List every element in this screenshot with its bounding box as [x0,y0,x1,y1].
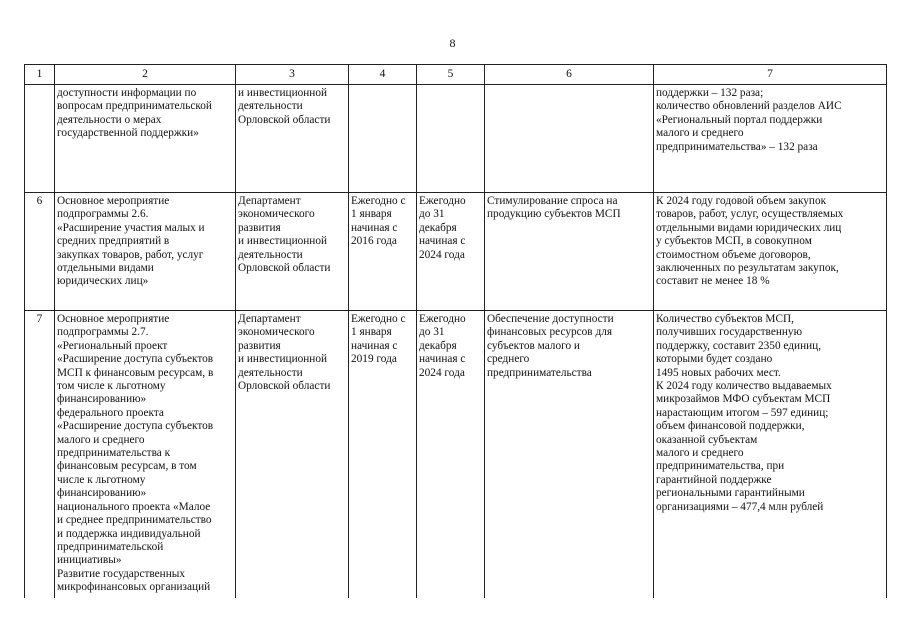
measure-name-cell: доступности информации по вопросам предпринимательской деятельности о мерах государственной поддержки» [55,85,236,193]
expected-result-cell: Обеспечение доступности финансовых ресурсов для субъектов малого и среднего предпринимательства [485,311,654,598]
row-number [25,85,55,193]
executor-cell: Департамент экономического развития и инвестиционной деятельности Орловской области [236,193,349,311]
indicator-cell: К 2024 году годовой объем закупок товаров, работ, услуг, осуществляемых отдельными видами юридических лиц у субъектов МСП, в совокупном стоимостном объеме договоров, заключенных по результатам закупок, составит не менее 18 % [654,193,887,311]
indicator-cell: поддержки – 132 раза; количество обновлений разделов АИС «Региональный портал поддержки малого и среднего предпринимательства» – 132 раза [654,85,887,193]
expected-result-cell: Стимулирование спроса на продукцию субъектов МСП [485,193,654,311]
header-cell: 4 [349,65,417,85]
executor-cell: и инвестиционной деятельности Орловской области [236,85,349,193]
measure-name-cell: Основное мероприятие подпрограммы 2.7. «Региональный проект «Расширение доступа субъектов МСП к финансовым ресурсам, в том числе к льготному финансированию» федерального проекта «Расширение доступа субъектов малого и среднего предпринимательства к финансовым ресурсам, в том числе к льготному финансированию» национального проекта «Малое и среднее предпринимательство и поддержка индивидуальной предпринимательской инициативы» Развитие государственных микрофинансовых организаций [55,311,236,598]
end-date-cell [417,85,485,193]
header-cell: 7 [654,65,887,85]
row-number: 7 [25,311,55,598]
header-cell: 3 [236,65,349,85]
table-header-row [25,65,887,85]
header-cell: 6 [485,65,654,85]
row-number: 6 [25,193,55,311]
start-date-cell [349,85,417,193]
table-row [25,311,887,598]
page-number: 8 [449,36,456,50]
executor-cell: Департамент экономического развития и инвестиционной деятельности Орловской области [236,311,349,598]
end-date-cell: Ежегодно до 31 декабря начиная с 2024 года [417,193,485,311]
header-cell: 2 [55,65,236,85]
expected-result-cell [485,85,654,193]
indicator-cell: Количество субъектов МСП, получивших государственную поддержку, составит 2350 единиц, которыми будет создано 1495 новых рабочих мест. К 2024 году количество выдаваемых микрозаймов МФО субъектам МСП нарастающим итогом – 597 единиц; объем финансовой поддержки, оказанной субъектам малого и среднего предпринимательства, при гарантийной поддержке региональными гарантийными организациями – 477,4 млн рублей [654,311,887,598]
start-date-cell: Ежегодно с 1 января начиная с 2019 года [349,311,417,598]
end-date-cell: Ежегодно до 31 декабря начиная с 2024 года [417,311,485,598]
table-row [25,193,887,311]
measures-table [24,64,887,598]
header-cell: 1 [25,65,55,85]
table-row [25,85,887,193]
header-cell: 5 [417,65,485,85]
measure-name-cell: Основное мероприятие подпрограммы 2.6. «Расширение участия малых и средних предприятий в закупках товаров, работ, услуг отдельными видами юридических лиц» [55,193,236,311]
start-date-cell: Ежегодно с 1 января начиная с 2016 года [349,193,417,311]
